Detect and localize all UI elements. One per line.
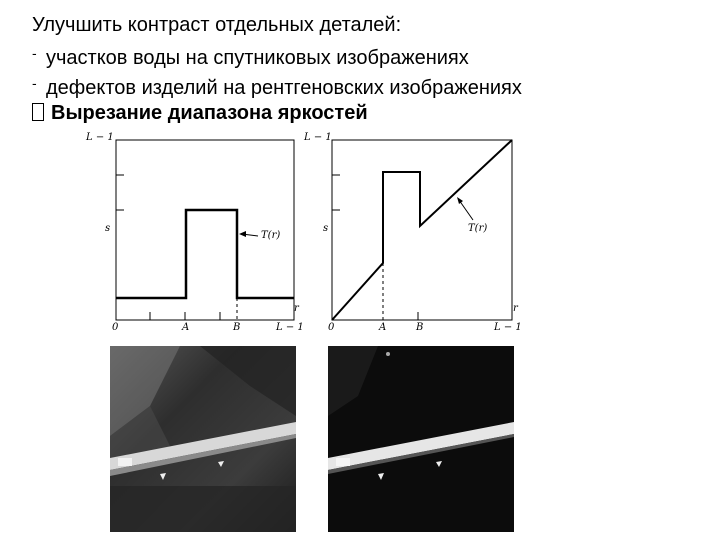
curve-label: T(r)	[261, 230, 281, 241]
x-end-label: L − 1	[276, 322, 304, 333]
x-a-label: A	[182, 322, 190, 333]
water-region	[110, 486, 296, 532]
bullet-marker: -	[32, 45, 37, 61]
x-b-label: B	[233, 322, 241, 333]
bullet-defects	[32, 70, 522, 101]
y-top-label: L − 1	[304, 132, 332, 143]
x-end-label: L − 1	[494, 322, 522, 333]
curve-label: T(r)	[468, 223, 488, 234]
y-axis-label: s	[105, 223, 111, 234]
section-title-row	[32, 100, 368, 122]
bullet-water	[32, 40, 469, 71]
bullet-text: участков воды на спутниковых изображениях	[46, 47, 469, 69]
section-title: Вырезание диапазона яркостей	[51, 102, 368, 124]
graph-slicing-preserve	[304, 130, 538, 335]
bridge-end-block	[118, 458, 132, 466]
x-a-label: A	[379, 322, 387, 333]
x-origin-label: 0	[328, 322, 335, 333]
graph-slicing-binary	[86, 130, 320, 335]
satellite-photo-sliced	[328, 346, 514, 532]
y-axis-label: s	[323, 223, 329, 234]
arrow-head-icon	[457, 197, 463, 204]
bullet-text: дефектов изделий на рентгеновских изображениях	[46, 77, 522, 99]
bridge-end-block	[336, 458, 350, 466]
y-top-label: L − 1	[86, 132, 114, 143]
x-axis-label: r	[294, 303, 299, 314]
satellite-photo-original	[110, 346, 296, 532]
checkbox-glyph-icon	[32, 103, 44, 121]
slide-heading: Улучшить контраст отдельных деталей:	[32, 14, 402, 36]
x-origin-label: 0	[112, 322, 119, 333]
x-axis-label: r	[513, 303, 518, 314]
bright-speck	[386, 352, 390, 356]
transfer-curve	[116, 210, 294, 298]
curve-pointer	[459, 200, 473, 220]
arrow-head-icon	[239, 231, 246, 237]
bullet-marker: -	[32, 75, 37, 91]
x-b-label: B	[416, 322, 424, 333]
